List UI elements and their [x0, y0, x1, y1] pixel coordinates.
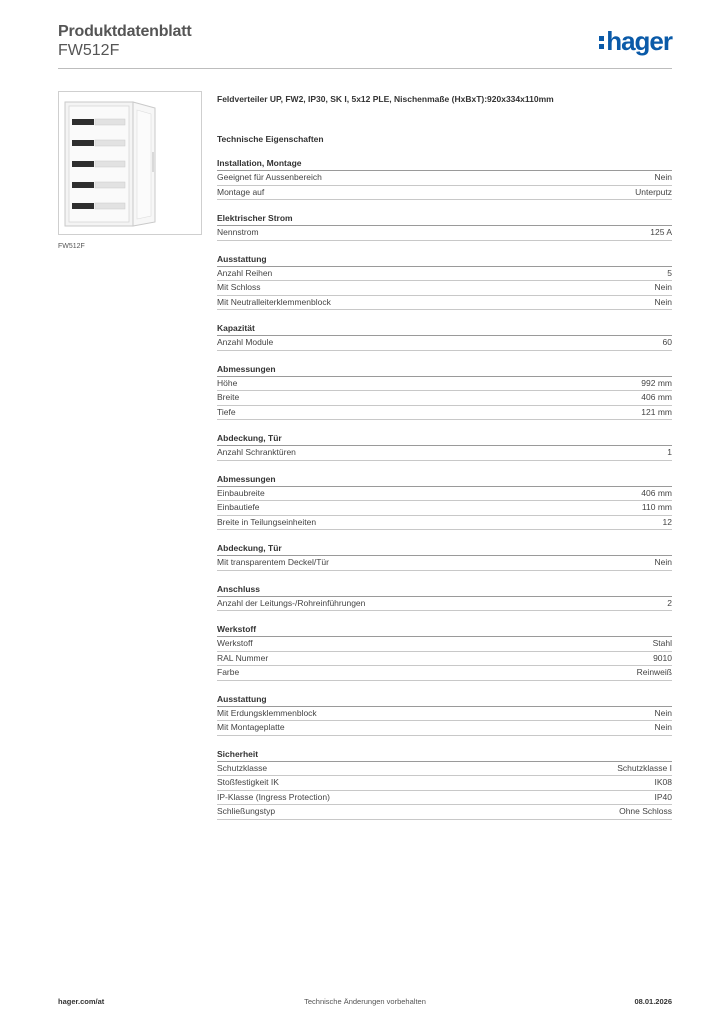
- section-heading: Kapazität: [217, 322, 672, 336]
- property-section: [217, 432, 672, 461]
- property-row: [217, 501, 672, 516]
- property-section: [217, 693, 672, 736]
- property-label: Breite: [217, 392, 240, 402]
- section-heading: Abdeckung, Tür: [217, 432, 672, 446]
- property-label: Geeignet für Aussenbereich: [217, 172, 322, 182]
- property-row: [217, 791, 672, 806]
- property-row: [217, 707, 672, 722]
- page-header: [58, 22, 192, 60]
- property-value: 5: [667, 267, 672, 278]
- property-value: Nein: [654, 722, 672, 732]
- property-label: IP-Klasse (Ingress Protection): [217, 791, 330, 802]
- property-value: Nein: [654, 557, 672, 567]
- section-heading: Abmessungen: [217, 473, 672, 487]
- property-value: Nein: [654, 707, 672, 718]
- product-code: FW512F: [58, 42, 120, 59]
- tech-properties-title: Technische Eigenschaften: [217, 134, 324, 144]
- property-label: Mit Montageplatte: [217, 722, 285, 732]
- section-heading: Werkstoff: [217, 623, 672, 637]
- property-row: [217, 666, 672, 681]
- property-row: [217, 226, 672, 241]
- property-value: Ohne Schloss: [619, 806, 672, 816]
- property-section: [217, 157, 672, 200]
- property-row: [217, 267, 672, 282]
- hager-logo: [599, 26, 672, 57]
- property-value: Schutzklasse I: [617, 762, 672, 773]
- property-row: [217, 186, 672, 201]
- property-value: Nein: [654, 282, 672, 292]
- property-row: [217, 721, 672, 736]
- product-description: Feldverteiler UP, FW2, IP30, SK I, 5x12 PLE, Nischenmaße (HxBxT):920x334x110mm: [217, 94, 554, 104]
- logo-dots-icon: [599, 36, 604, 49]
- property-value: 12: [662, 516, 672, 527]
- property-label: Farbe: [217, 667, 240, 677]
- property-label: Werkstoff: [217, 638, 253, 648]
- property-row: [217, 652, 672, 667]
- property-value: Nein: [654, 296, 672, 307]
- property-section: [217, 322, 672, 351]
- property-value: IK08: [654, 777, 672, 787]
- product-details: [217, 93, 672, 820]
- property-value: 2: [667, 597, 672, 608]
- property-section: [217, 473, 672, 531]
- section-heading: Anschluss: [217, 583, 672, 597]
- section-heading: Ausstattung: [217, 253, 672, 267]
- property-label: Montage auf: [217, 186, 265, 197]
- property-value: 110 mm: [641, 502, 672, 512]
- section-heading: Elektrischer Strom: [217, 212, 672, 226]
- property-label: Tiefe: [217, 406, 236, 417]
- property-label: Breite in Teilungseinheiten: [217, 516, 317, 527]
- header-divider: [58, 68, 672, 69]
- property-sections: [217, 157, 672, 820]
- property-value: 406 mm: [641, 487, 672, 498]
- property-row: [217, 406, 672, 421]
- property-value: 121 mm: [641, 406, 672, 417]
- property-value: 9010: [653, 652, 672, 663]
- property-section: [217, 363, 672, 421]
- property-row: [217, 377, 672, 392]
- section-heading: Abmessungen: [217, 363, 672, 377]
- product-image-caption: FW512F: [58, 243, 85, 250]
- section-heading: Installation, Montage: [217, 157, 672, 171]
- section-heading: Abdeckung, Tür: [217, 542, 672, 556]
- property-section: [217, 212, 672, 241]
- product-image: [58, 91, 202, 235]
- property-row: [217, 556, 672, 571]
- property-value: 60: [662, 337, 672, 347]
- property-row: [217, 391, 672, 406]
- section-heading: Sicherheit: [217, 748, 672, 762]
- property-section: [217, 748, 672, 820]
- property-label: Mit Schloss: [217, 282, 261, 292]
- property-label: Stoßfestigkeit IK: [217, 777, 279, 787]
- property-value: 125 A: [650, 227, 672, 237]
- property-section: [217, 542, 672, 571]
- property-label: Einbautiefe: [217, 502, 260, 512]
- footer-date: 08.01.2026: [634, 997, 672, 1006]
- property-label: Einbaubreite: [217, 487, 265, 498]
- property-section: [217, 583, 672, 612]
- property-row: [217, 762, 672, 777]
- property-label: Nennstrom: [217, 227, 259, 237]
- property-label: Höhe: [217, 377, 238, 388]
- page-title: Produktdatenblatt: [58, 23, 192, 40]
- property-label: Anzahl Reihen: [217, 267, 273, 278]
- property-label: Schutzklasse: [217, 762, 268, 773]
- property-row: [217, 296, 672, 311]
- section-heading: Ausstattung: [217, 693, 672, 707]
- property-label: Anzahl Schranktüren: [217, 447, 296, 457]
- property-row: [217, 805, 672, 820]
- property-row: [217, 637, 672, 652]
- distribution-cabinet-icon: [59, 92, 201, 234]
- property-row: [217, 487, 672, 502]
- property-label: Anzahl der Leitungs-/Rohreinführungen: [217, 597, 366, 608]
- property-section: [217, 253, 672, 311]
- property-label: Mit Neutralleiterklemmenblock: [217, 296, 331, 307]
- property-section: [217, 623, 672, 681]
- property-row: [217, 446, 672, 461]
- property-value: 992 mm: [641, 377, 672, 388]
- property-value: IP40: [654, 791, 672, 802]
- footer-website: hager.com/at: [58, 997, 105, 1006]
- property-row: [217, 171, 672, 186]
- property-label: Mit transparentem Deckel/Tür: [217, 557, 329, 567]
- property-label: Schließungstyp: [217, 806, 276, 816]
- property-label: RAL Nummer: [217, 652, 269, 663]
- property-value: 1: [667, 447, 672, 457]
- property-value: Stahl: [652, 638, 672, 648]
- footer-notice: Technische Änderungen vorbehalten: [304, 997, 426, 1006]
- property-row: [217, 776, 672, 791]
- property-row: [217, 597, 672, 612]
- property-value: Reinweiß: [636, 667, 672, 677]
- property-row: [217, 336, 672, 351]
- property-row: [217, 516, 672, 531]
- property-label: Mit Erdungsklemmenblock: [217, 707, 317, 718]
- logo-text: hager: [606, 26, 672, 56]
- property-label: Anzahl Module: [217, 337, 274, 347]
- property-value: 406 mm: [641, 392, 672, 402]
- property-value: Unterputz: [635, 186, 672, 197]
- property-row: [217, 281, 672, 296]
- property-value: Nein: [654, 172, 672, 182]
